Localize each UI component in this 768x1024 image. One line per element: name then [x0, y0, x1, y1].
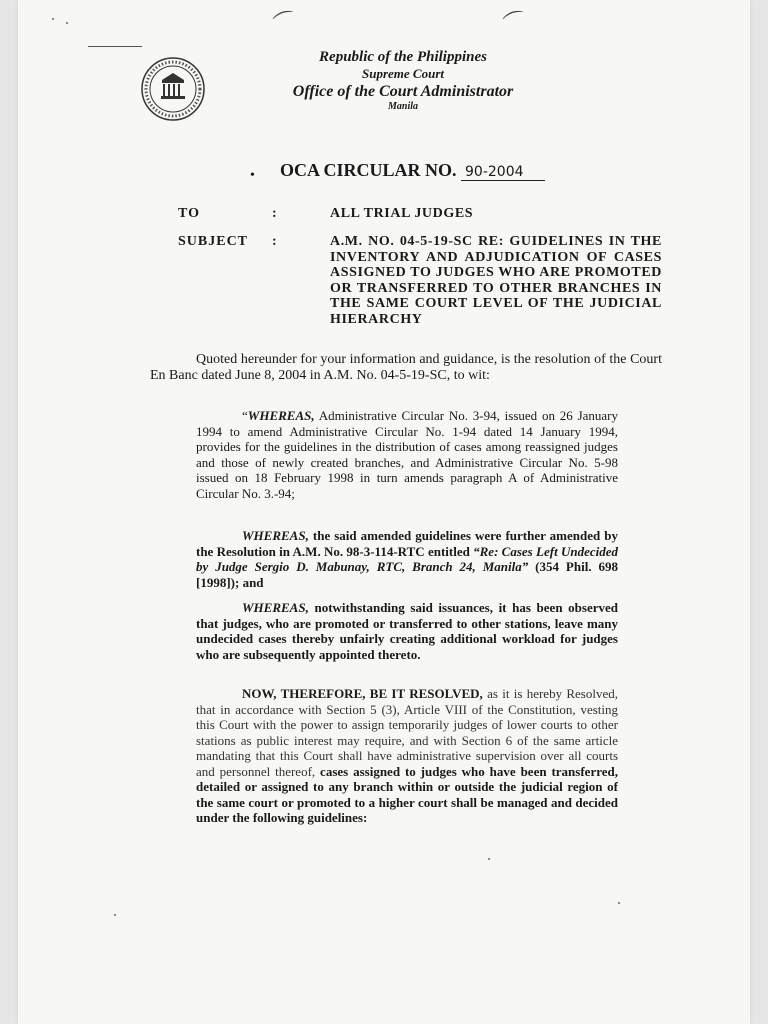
subject-label: SUBJECT	[178, 234, 249, 249]
paragraph-text: Administrative Circular No. 3-94, issued on 26 January 1994 to amend Administrative Circular No. 1-94 dated 14 January 1994, provides for the guidelines in the distribution of cases among reassigned judges and those of newly created branches, and Administrative Circular No. 5-98 issued on 18 February 1998 in turn amends paragraph A of Administrative Circular No. 3.-94;	[196, 408, 618, 501]
scan-speck	[52, 18, 54, 20]
resolved-keyword: NOW, THEREFORE, BE IT RESOLVED,	[242, 686, 483, 701]
scan-left-margin	[0, 0, 18, 1024]
to-label: TO	[178, 206, 200, 221]
staple-mark-right: ⌒	[500, 6, 530, 38]
circular-number: 90-2004	[461, 164, 545, 181]
whereas-paragraph-1	[196, 408, 618, 501]
resolution-paragraph	[196, 686, 618, 826]
paragraph-text: (354 Phil. 698 [1998]); and	[196, 559, 618, 590]
document-page	[18, 0, 750, 1024]
paragraph-text: notwithstanding said issuances, it has been observed that judges, who are promoted or transferred to other stations, leave many undecided cases thereby unfairly creating additional workload for judges who are subsequently appointed thereto.	[196, 600, 618, 662]
whereas-paragraph-2	[196, 528, 618, 590]
paragraph-text: as it is hereby Resolved, that in accordance with Section 5 (3), Article VIII of the Constitution, vesting this Court with the power to assign temporarily judges of lower courts to other stations as public interest may require, and with Section 6 of the same article mandating that this Court shall have administrative supervision over all courts and personnel thereof,	[196, 686, 618, 779]
to-colon: :	[272, 206, 277, 221]
scan-speck: •	[250, 168, 255, 183]
scan-right-margin	[750, 0, 768, 1024]
paragraph-text-bold: cases assigned to judges who have been transferred, detailed or assigned to any branch within or outside the judicial region of the same court or promoted to a higher court shall be managed and decided under the following guidelines:	[196, 763, 618, 825]
circular-heading	[280, 160, 545, 181]
scan-speck	[66, 22, 68, 24]
paragraph-text: the said amended guidelines were further amended by the Resolution in A.M. No. 98-3-114-RTC entitled	[196, 528, 618, 559]
scan-speck	[618, 902, 620, 904]
subject-value: A.M. NO. 04-5-19-SC RE: GUIDELINES IN THE INVENTORY AND ADJUDICATION OF CASES ASSIGNED TO JUDGES WHO ARE PROMOTED OR TRANSFERRED TO OTHER BRANCHES IN THE SAME COURT LEVEL OF THE JUDICIAL HIERARCHY	[330, 234, 662, 327]
whereas-keyword: WHEREAS,	[247, 408, 315, 423]
letterhead-city: Manila	[387, 101, 418, 112]
circular-title: OCA CIRCULAR NO.	[280, 160, 457, 180]
scan-speck	[488, 858, 490, 860]
letterhead-office: Office of the Court Administrator	[292, 83, 514, 100]
whereas-paragraph-3	[196, 600, 618, 662]
subject-colon: :	[272, 234, 277, 249]
case-citation: “Re: Cases Left Undecided by Judge Sergio D. Mabunay, RTC, Branch 24, Manila”	[196, 543, 618, 574]
to-value: ALL TRIAL JUDGES	[330, 206, 474, 221]
letterhead-supreme-court: Supreme Court	[362, 66, 444, 81]
court-administrator-seal-icon	[140, 56, 206, 122]
lead-paragraph: Quoted hereunder for your information and guidance, is the resolution of the Court En Banc dated June 8, 2004 in A.M. No. 04-5-19-SC, to wit:	[150, 352, 662, 383]
letterhead-republic: Republic of the Philippines	[319, 49, 487, 65]
whereas-keyword: WHEREAS,	[242, 528, 309, 543]
letterhead	[258, 48, 548, 113]
scan-line	[88, 46, 142, 47]
whereas-keyword: WHEREAS,	[242, 600, 309, 615]
open-quote: “	[242, 408, 248, 423]
staple-mark-left: ⌒	[270, 6, 300, 38]
scan-speck	[114, 914, 116, 916]
